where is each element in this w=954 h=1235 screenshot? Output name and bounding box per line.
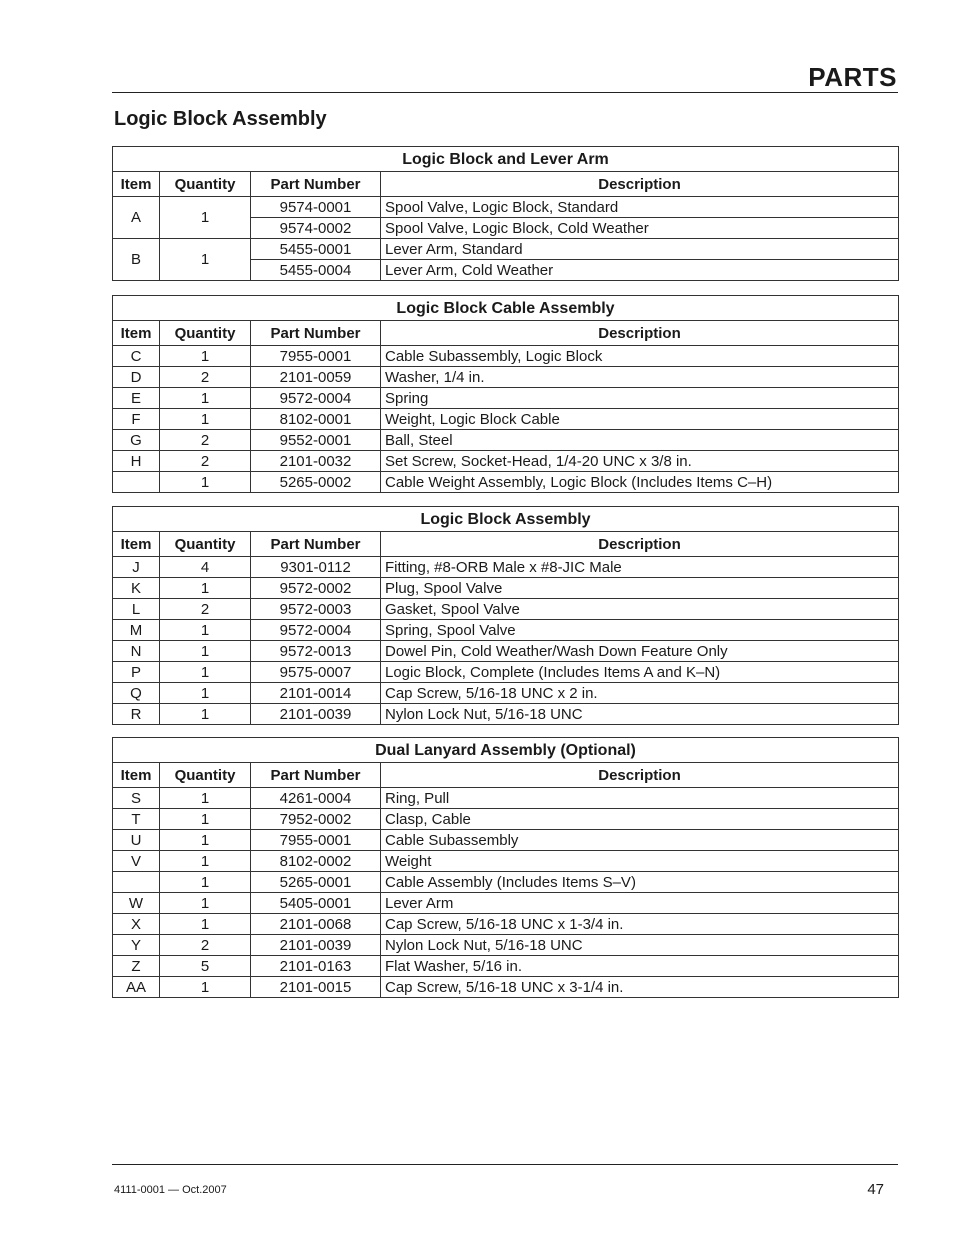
table-row xyxy=(113,830,899,851)
item-cell: E xyxy=(113,388,160,409)
description-cell: Gasket, Spool Valve xyxy=(381,599,899,620)
quantity-cell: 1 xyxy=(160,872,251,893)
part-number-cell: 9572-0004 xyxy=(251,620,381,641)
table-row xyxy=(113,451,899,472)
table-row xyxy=(113,557,899,578)
quantity-cell: 2 xyxy=(160,430,251,451)
description-cell: Flat Washer, 5/16 in. xyxy=(381,956,899,977)
description-cell: Dowel Pin, Cold Weather/Wash Down Feature Only xyxy=(381,641,899,662)
item-cell: Y xyxy=(113,935,160,956)
part-number-cell: 2101-0039 xyxy=(251,704,381,725)
description-cell: Logic Block, Complete (Includes Items A and K–N) xyxy=(381,662,899,683)
quantity-cell: 1 xyxy=(160,830,251,851)
column-header-part-number: Part Number xyxy=(251,763,381,788)
item-cell: AA xyxy=(113,977,160,998)
description-cell: Cap Screw, 5/16-18 UNC x 3-1/4 in. xyxy=(381,977,899,998)
parts-table-logic-block-cable-assembly xyxy=(112,295,899,493)
item-cell: C xyxy=(113,346,160,367)
table-title: Logic Block Assembly xyxy=(113,507,899,532)
table-row xyxy=(113,683,899,704)
description-cell: Ball, Steel xyxy=(381,430,899,451)
description-cell: Weight, Logic Block Cable xyxy=(381,409,899,430)
quantity-cell: 1 xyxy=(160,197,251,239)
item-cell: H xyxy=(113,451,160,472)
quantity-cell: 1 xyxy=(160,851,251,872)
page-header-title: PARTS xyxy=(808,62,897,92)
description-cell: Plug, Spool Valve xyxy=(381,578,899,599)
part-number-cell: 2101-0039 xyxy=(251,935,381,956)
quantity-cell: 2 xyxy=(160,367,251,388)
item-cell: T xyxy=(113,809,160,830)
quantity-cell: 2 xyxy=(160,935,251,956)
item-cell: A xyxy=(113,197,160,239)
quantity-cell: 1 xyxy=(160,788,251,809)
parts-table-logic-block-assembly xyxy=(112,506,899,725)
item-cell: L xyxy=(113,599,160,620)
quantity-cell: 4 xyxy=(160,557,251,578)
quantity-cell: 1 xyxy=(160,409,251,430)
column-header-description: Description xyxy=(381,763,899,788)
table-row xyxy=(113,872,899,893)
item-cell xyxy=(113,872,160,893)
table-row xyxy=(113,956,899,977)
part-number-cell: 5455-0001 xyxy=(251,239,381,260)
table-row xyxy=(113,197,899,218)
part-number-cell: 7955-0001 xyxy=(251,346,381,367)
table-row xyxy=(113,599,899,620)
part-number-cell: 5265-0001 xyxy=(251,872,381,893)
description-cell: Cable Assembly (Includes Items S–V) xyxy=(381,872,899,893)
description-cell: Cable Weight Assembly, Logic Block (Includes Items C–H) xyxy=(381,472,899,493)
table-row xyxy=(113,935,899,956)
description-cell: Lever Arm, Standard xyxy=(381,239,899,260)
column-header-description: Description xyxy=(381,172,899,197)
table-row xyxy=(113,914,899,935)
part-number-cell: 5265-0002 xyxy=(251,472,381,493)
table-row xyxy=(113,578,899,599)
page-number: 47 xyxy=(867,1181,884,1198)
column-header-description: Description xyxy=(381,532,899,557)
quantity-cell: 1 xyxy=(160,683,251,704)
item-cell: P xyxy=(113,662,160,683)
table-row xyxy=(113,367,899,388)
item-cell: W xyxy=(113,893,160,914)
table-title: Logic Block Cable Assembly xyxy=(113,296,899,321)
table-row xyxy=(113,409,899,430)
item-cell: G xyxy=(113,430,160,451)
part-number-cell: 4261-0004 xyxy=(251,788,381,809)
part-number-cell: 9572-0013 xyxy=(251,641,381,662)
table-row xyxy=(113,346,899,367)
table-row xyxy=(113,809,899,830)
part-number-cell: 9572-0003 xyxy=(251,599,381,620)
quantity-cell: 1 xyxy=(160,346,251,367)
quantity-cell: 1 xyxy=(160,472,251,493)
description-cell: Lever Arm, Cold Weather xyxy=(381,260,899,281)
description-cell: Weight xyxy=(381,851,899,872)
item-cell: B xyxy=(113,239,160,281)
item-cell: N xyxy=(113,641,160,662)
part-number-cell: 9572-0002 xyxy=(251,578,381,599)
table-row xyxy=(113,641,899,662)
part-number-cell: 2101-0163 xyxy=(251,956,381,977)
table-row xyxy=(113,662,899,683)
description-cell: Set Screw, Socket-Head, 1/4-20 UNC x 3/8 in. xyxy=(381,451,899,472)
quantity-cell: 1 xyxy=(160,662,251,683)
item-cell: X xyxy=(113,914,160,935)
item-cell xyxy=(113,472,160,493)
part-number-cell: 9572-0004 xyxy=(251,388,381,409)
header-divider xyxy=(112,92,898,93)
quantity-cell: 1 xyxy=(160,239,251,281)
table-row xyxy=(113,788,899,809)
column-header-quantity: Quantity xyxy=(160,532,251,557)
parts-table-logic-block-lever-arm xyxy=(112,146,899,281)
column-header-quantity: Quantity xyxy=(160,321,251,346)
item-cell: K xyxy=(113,578,160,599)
table-title: Dual Lanyard Assembly (Optional) xyxy=(113,738,899,763)
item-cell: U xyxy=(113,830,160,851)
column-header-part-number: Part Number xyxy=(251,532,381,557)
table-row xyxy=(113,388,899,409)
quantity-cell: 1 xyxy=(160,893,251,914)
quantity-cell: 2 xyxy=(160,451,251,472)
description-cell: Spool Valve, Logic Block, Standard xyxy=(381,197,899,218)
description-cell: Cable Subassembly xyxy=(381,830,899,851)
description-cell: Nylon Lock Nut, 5/16-18 UNC xyxy=(381,704,899,725)
description-cell: Washer, 1/4 in. xyxy=(381,367,899,388)
item-cell: R xyxy=(113,704,160,725)
column-header-quantity: Quantity xyxy=(160,763,251,788)
column-header-description: Description xyxy=(381,321,899,346)
part-number-cell: 2101-0032 xyxy=(251,451,381,472)
quantity-cell: 1 xyxy=(160,641,251,662)
table-row xyxy=(113,239,899,260)
description-cell: Spool Valve, Logic Block, Cold Weather xyxy=(381,218,899,239)
description-cell: Clasp, Cable xyxy=(381,809,899,830)
quantity-cell: 1 xyxy=(160,578,251,599)
item-cell: F xyxy=(113,409,160,430)
quantity-cell: 1 xyxy=(160,977,251,998)
description-cell: Cap Screw, 5/16-18 UNC x 2 in. xyxy=(381,683,899,704)
part-number-cell: 7952-0002 xyxy=(251,809,381,830)
part-number-cell: 7955-0001 xyxy=(251,830,381,851)
table-row xyxy=(113,851,899,872)
column-header-item: Item xyxy=(113,763,160,788)
column-header-part-number: Part Number xyxy=(251,321,381,346)
table-title: Logic Block and Lever Arm xyxy=(113,147,899,172)
part-number-cell: 5455-0004 xyxy=(251,260,381,281)
description-cell: Spring xyxy=(381,388,899,409)
part-number-cell: 2101-0059 xyxy=(251,367,381,388)
item-cell: V xyxy=(113,851,160,872)
table-row xyxy=(113,430,899,451)
document-id: 4111-0001 — Oct.2007 xyxy=(114,1184,227,1196)
part-number-cell: 8102-0002 xyxy=(251,851,381,872)
table-row xyxy=(113,893,899,914)
quantity-cell: 2 xyxy=(160,599,251,620)
part-number-cell: 2101-0015 xyxy=(251,977,381,998)
part-number-cell: 8102-0001 xyxy=(251,409,381,430)
footer-divider xyxy=(112,1164,898,1165)
description-cell: Nylon Lock Nut, 5/16-18 UNC xyxy=(381,935,899,956)
description-cell: Cable Subassembly, Logic Block xyxy=(381,346,899,367)
column-header-item: Item xyxy=(113,532,160,557)
part-number-cell: 2101-0014 xyxy=(251,683,381,704)
item-cell: S xyxy=(113,788,160,809)
description-cell: Ring, Pull xyxy=(381,788,899,809)
part-number-cell: 9301-0112 xyxy=(251,557,381,578)
item-cell: J xyxy=(113,557,160,578)
column-header-part-number: Part Number xyxy=(251,172,381,197)
part-number-cell: 9552-0001 xyxy=(251,430,381,451)
column-header-quantity: Quantity xyxy=(160,172,251,197)
part-number-cell: 2101-0068 xyxy=(251,914,381,935)
part-number-cell: 9575-0007 xyxy=(251,662,381,683)
part-number-cell: 5405-0001 xyxy=(251,893,381,914)
parts-table-dual-lanyard-assembly xyxy=(112,737,899,998)
column-header-item: Item xyxy=(113,172,160,197)
section-title: Logic Block Assembly xyxy=(114,108,327,130)
description-cell: Cap Screw, 5/16-18 UNC x 1-3/4 in. xyxy=(381,914,899,935)
quantity-cell: 1 xyxy=(160,914,251,935)
item-cell: Q xyxy=(113,683,160,704)
column-header-item: Item xyxy=(113,321,160,346)
part-number-cell: 9574-0002 xyxy=(251,218,381,239)
quantity-cell: 1 xyxy=(160,388,251,409)
table-row xyxy=(113,977,899,998)
quantity-cell: 1 xyxy=(160,809,251,830)
quantity-cell: 1 xyxy=(160,704,251,725)
item-cell: Z xyxy=(113,956,160,977)
item-cell: D xyxy=(113,367,160,388)
description-cell: Lever Arm xyxy=(381,893,899,914)
quantity-cell: 5 xyxy=(160,956,251,977)
item-cell: M xyxy=(113,620,160,641)
table-row xyxy=(113,620,899,641)
description-cell: Fitting, #8-ORB Male x #8-JIC Male xyxy=(381,557,899,578)
table-row xyxy=(113,472,899,493)
description-cell: Spring, Spool Valve xyxy=(381,620,899,641)
quantity-cell: 1 xyxy=(160,620,251,641)
part-number-cell: 9574-0001 xyxy=(251,197,381,218)
table-row xyxy=(113,704,899,725)
